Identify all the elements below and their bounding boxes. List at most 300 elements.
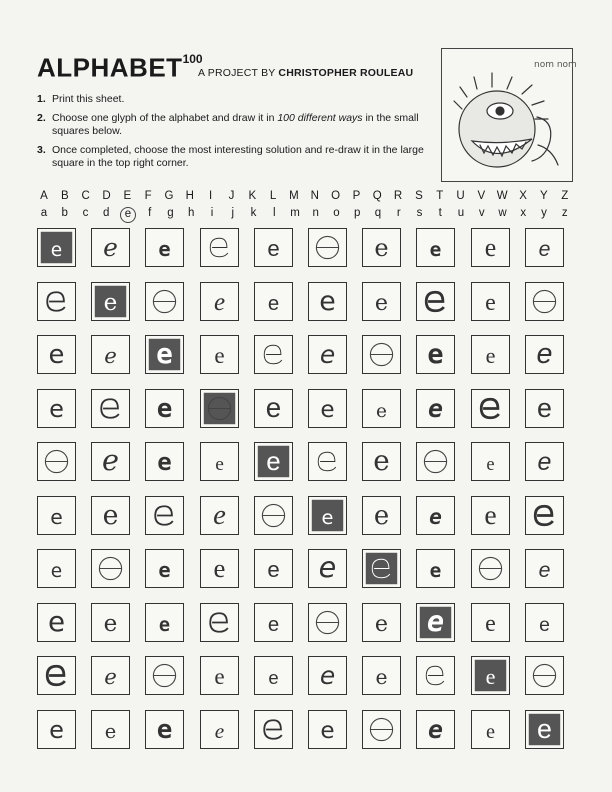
svg-text:e: e bbox=[50, 560, 63, 582]
svg-text:e: e bbox=[320, 717, 335, 744]
glyph-cell bbox=[37, 389, 76, 428]
glyph-drawing bbox=[417, 604, 454, 641]
glyph-cell bbox=[308, 603, 347, 642]
glyph-cell bbox=[37, 228, 76, 267]
uppercase-letter-r: R bbox=[393, 190, 403, 202]
svg-text:e: e bbox=[484, 610, 496, 637]
glyph-cell bbox=[37, 442, 76, 481]
glyph-cell bbox=[145, 603, 184, 642]
svg-text:e: e bbox=[373, 443, 390, 477]
instructions-list bbox=[37, 93, 439, 176]
svg-text:e: e bbox=[104, 343, 117, 369]
lowercase-alphabet-row bbox=[37, 207, 572, 223]
glyph-drawing bbox=[526, 336, 563, 373]
svg-text:e: e bbox=[213, 552, 226, 583]
svg-text:e: e bbox=[157, 714, 173, 745]
svg-text:e: e bbox=[430, 237, 442, 261]
glyph-drawing bbox=[38, 336, 75, 373]
glyph-drawing bbox=[92, 336, 129, 373]
glyph-drawing bbox=[92, 604, 129, 641]
glyph-cell bbox=[525, 496, 564, 535]
uppercase-letter-f: F bbox=[144, 190, 152, 202]
glyph-cell bbox=[471, 389, 510, 428]
glyph-cell bbox=[200, 389, 239, 428]
lowercase-letter-b: b bbox=[61, 207, 68, 219]
glyph-cell bbox=[525, 549, 564, 588]
lowercase-letter-q: q bbox=[374, 207, 382, 219]
glyph-drawing bbox=[201, 550, 238, 587]
uppercase-letter-a: A bbox=[40, 190, 48, 202]
glyph-cell bbox=[91, 603, 130, 642]
glyph-drawing bbox=[255, 711, 292, 748]
glyph-cell bbox=[362, 389, 401, 428]
glyph-cell bbox=[37, 335, 76, 374]
svg-text:e: e bbox=[213, 288, 225, 316]
uppercase-letter-s: S bbox=[415, 190, 423, 202]
glyph-cell bbox=[362, 228, 401, 267]
glyph-drawing bbox=[309, 604, 346, 641]
glyph-drawing bbox=[255, 604, 292, 641]
glyph-drawing bbox=[38, 443, 75, 480]
glyph-drawing bbox=[417, 711, 454, 748]
glyph-cell bbox=[471, 496, 510, 535]
glyph-drawing bbox=[472, 497, 509, 534]
uppercase-letter-m: M bbox=[289, 190, 299, 202]
glyph-cell bbox=[200, 228, 239, 267]
page-title bbox=[37, 50, 203, 81]
glyph-cell bbox=[91, 282, 130, 321]
glyph-cell bbox=[200, 335, 239, 374]
svg-text:e: e bbox=[103, 232, 119, 262]
glyph-cell bbox=[91, 710, 130, 749]
svg-text:e: e bbox=[267, 556, 280, 582]
glyph-cell bbox=[91, 442, 130, 481]
glyph-cell bbox=[145, 549, 184, 588]
glyph-drawing bbox=[417, 229, 454, 266]
glyph-cell bbox=[362, 496, 401, 535]
glyph-drawing bbox=[363, 657, 400, 694]
glyph-cell bbox=[254, 710, 293, 749]
glyph-drawing bbox=[255, 229, 292, 266]
glyph-cell bbox=[254, 496, 293, 535]
glyph-cell bbox=[525, 710, 564, 749]
glyph-cell bbox=[416, 335, 455, 374]
svg-text:e: e bbox=[103, 610, 118, 637]
lowercase-letter-y: y bbox=[541, 207, 547, 219]
glyph-cell bbox=[471, 710, 510, 749]
svg-text:e: e bbox=[102, 499, 119, 531]
glyph-drawing bbox=[526, 550, 563, 587]
glyph-cell bbox=[200, 656, 239, 695]
glyph-cell bbox=[471, 442, 510, 481]
glyph-cell bbox=[471, 335, 510, 374]
svg-text:e: e bbox=[214, 718, 224, 743]
glyph-drawing bbox=[255, 336, 292, 373]
glyph-cell bbox=[362, 442, 401, 481]
glyph-cell bbox=[471, 603, 510, 642]
glyph-drawing bbox=[363, 711, 400, 748]
glyph-drawing bbox=[146, 336, 183, 373]
glyph-cell bbox=[254, 656, 293, 695]
svg-text:e: e bbox=[484, 232, 496, 262]
glyph-cell bbox=[525, 603, 564, 642]
glyph-cell bbox=[254, 282, 293, 321]
svg-text:e: e bbox=[538, 236, 551, 261]
lowercase-letter-c: c bbox=[82, 207, 89, 219]
svg-text:e: e bbox=[159, 614, 171, 636]
lowercase-letter-e: e bbox=[120, 207, 136, 223]
glyph-cell bbox=[91, 228, 130, 267]
lowercase-letter-x: x bbox=[520, 207, 527, 219]
glyph-drawing bbox=[201, 229, 238, 266]
title-superscript: 100 bbox=[182, 52, 203, 66]
glyph-cell bbox=[91, 335, 130, 374]
lowercase-letter-m: m bbox=[290, 207, 300, 219]
uppercase-letter-k: K bbox=[248, 190, 257, 202]
svg-text:e: e bbox=[158, 236, 172, 261]
uppercase-letter-j: J bbox=[228, 190, 235, 202]
glyph-drawing bbox=[201, 657, 238, 694]
glyph-drawing bbox=[146, 229, 183, 266]
svg-text:e: e bbox=[376, 400, 388, 422]
glyph-drawing bbox=[526, 443, 563, 480]
uppercase-letter-u: U bbox=[456, 190, 465, 202]
glyph-drawing bbox=[92, 283, 129, 320]
glyph-cell bbox=[200, 496, 239, 535]
glyph-cell bbox=[37, 603, 76, 642]
svg-text:e: e bbox=[212, 498, 226, 531]
glyph-drawing bbox=[526, 229, 563, 266]
svg-text:e: e bbox=[268, 666, 279, 688]
glyph-drawing bbox=[363, 497, 400, 534]
glyph-drawing bbox=[363, 390, 400, 427]
glyph-drawing bbox=[92, 229, 129, 266]
glyph-cell bbox=[200, 282, 239, 321]
glyph-drawing bbox=[417, 283, 454, 320]
glyph-drawing bbox=[417, 336, 454, 373]
svg-text:e: e bbox=[157, 447, 173, 476]
glyph-drawing bbox=[38, 604, 75, 641]
svg-text:e: e bbox=[374, 500, 390, 531]
uppercase-letter-e: E bbox=[123, 190, 132, 202]
glyph-drawing bbox=[472, 657, 509, 694]
glyph-drawing bbox=[363, 229, 400, 266]
glyph-cell bbox=[471, 282, 510, 321]
glyph-drawing bbox=[255, 657, 292, 694]
svg-text:e: e bbox=[157, 393, 173, 424]
uppercase-letter-v: V bbox=[477, 190, 486, 202]
glyph-drawing bbox=[417, 443, 454, 480]
glyph-cell bbox=[308, 496, 347, 535]
glyph-cell bbox=[145, 710, 184, 749]
glyph-drawing bbox=[472, 443, 509, 480]
svg-text:e: e bbox=[156, 336, 174, 370]
lowercase-letter-i: i bbox=[210, 207, 214, 219]
lowercase-letter-j: j bbox=[231, 207, 235, 219]
svg-text:e: e bbox=[485, 663, 496, 689]
svg-text:e: e bbox=[428, 714, 444, 744]
svg-text:e: e bbox=[266, 447, 281, 476]
glyph-drawing bbox=[309, 229, 346, 266]
byline-prefix: A PROJECT BY bbox=[198, 67, 279, 79]
lowercase-letter-f: f bbox=[148, 207, 152, 219]
glyph-drawing bbox=[363, 604, 400, 641]
glyph-drawing bbox=[363, 550, 400, 587]
uppercase-letter-i: I bbox=[209, 190, 213, 202]
glyph-cell bbox=[525, 656, 564, 695]
uppercase-letter-n: N bbox=[310, 190, 319, 202]
glyph-cell bbox=[200, 549, 239, 588]
glyph-cell bbox=[37, 710, 76, 749]
svg-text:e: e bbox=[103, 289, 118, 316]
lowercase-letter-l: l bbox=[272, 207, 276, 219]
glyph-cell bbox=[416, 282, 455, 321]
uppercase-letter-o: O bbox=[331, 190, 341, 202]
instruction-item: 3. Once completed, choose the most interesting solution and re-draw it in the large square in the top right corner. bbox=[37, 144, 424, 169]
glyph-drawing bbox=[309, 657, 346, 694]
glyph-cell bbox=[200, 603, 239, 642]
glyph-drawing bbox=[255, 283, 292, 320]
glyph-cell bbox=[362, 710, 401, 749]
svg-text:e: e bbox=[427, 603, 445, 638]
glyph-cell bbox=[416, 603, 455, 642]
svg-text:e: e bbox=[265, 391, 282, 423]
svg-text:e: e bbox=[483, 499, 497, 531]
lowercase-letter-u: u bbox=[457, 207, 465, 219]
svg-text:e: e bbox=[214, 453, 224, 475]
glyph-cell bbox=[254, 442, 293, 481]
svg-text:e: e bbox=[320, 396, 335, 423]
glyph-cell bbox=[37, 656, 76, 695]
glyph-drawing bbox=[309, 550, 346, 587]
glyph-drawing bbox=[255, 550, 292, 587]
glyph-drawing bbox=[38, 283, 75, 320]
svg-text:e: e bbox=[50, 239, 63, 261]
glyph-drawing bbox=[38, 497, 75, 534]
glyph-drawing bbox=[201, 604, 238, 641]
glyph-cell bbox=[471, 228, 510, 267]
glyph-cell bbox=[471, 656, 510, 695]
lowercase-letter-a: a bbox=[40, 207, 48, 219]
glyph-drawing bbox=[201, 390, 238, 427]
glyph-drawing bbox=[526, 390, 563, 427]
glyph-cell bbox=[416, 389, 455, 428]
glyph-drawing bbox=[146, 657, 183, 694]
svg-text:e: e bbox=[319, 660, 336, 690]
glyph-cell bbox=[362, 335, 401, 374]
svg-text:e: e bbox=[538, 557, 551, 582]
lowercase-letter-k: k bbox=[250, 207, 257, 219]
glyph-cell bbox=[254, 335, 293, 374]
svg-text:e: e bbox=[47, 604, 66, 638]
glyph-drawing bbox=[201, 711, 238, 748]
svg-text:e: e bbox=[50, 504, 63, 529]
uppercase-letter-x: X bbox=[519, 190, 527, 202]
glyph-cell bbox=[416, 496, 455, 535]
glyph-cell bbox=[525, 389, 564, 428]
svg-text:e: e bbox=[104, 664, 117, 690]
uppercase-letter-g: G bbox=[164, 190, 174, 202]
glyph-cell bbox=[308, 389, 347, 428]
final-drawing-square bbox=[441, 48, 577, 182]
title-text: ALPHABET bbox=[37, 52, 183, 83]
glyph-drawing bbox=[472, 711, 509, 748]
glyph-drawing bbox=[92, 497, 129, 534]
monster-caption: nom nom bbox=[534, 60, 577, 70]
glyph-cell bbox=[362, 549, 401, 588]
svg-text:e: e bbox=[536, 392, 552, 423]
glyph-drawing bbox=[38, 711, 75, 748]
glyph-drawing bbox=[417, 390, 454, 427]
svg-text:e: e bbox=[213, 342, 225, 369]
glyph-drawing bbox=[417, 657, 454, 694]
glyph-cell bbox=[91, 549, 130, 588]
glyph-cell bbox=[200, 710, 239, 749]
glyph-cell bbox=[200, 442, 239, 481]
glyph-drawing bbox=[472, 283, 509, 320]
byline bbox=[198, 67, 413, 79]
glyph-cell bbox=[362, 603, 401, 642]
glyph-cell bbox=[416, 442, 455, 481]
glyph-drawing bbox=[526, 497, 563, 534]
svg-text:e: e bbox=[102, 442, 120, 477]
svg-text:e: e bbox=[537, 447, 552, 476]
glyph-drawing bbox=[526, 604, 563, 641]
glyph-drawing bbox=[309, 390, 346, 427]
glyph-drawing bbox=[38, 229, 75, 266]
lowercase-letter-d: d bbox=[103, 207, 110, 219]
glyph-cell bbox=[145, 335, 184, 374]
glyph-drawing bbox=[201, 497, 238, 534]
glyph-cell bbox=[254, 389, 293, 428]
glyph-drawing bbox=[526, 283, 563, 320]
lowercase-letter-s: s bbox=[416, 207, 423, 219]
svg-text:e: e bbox=[485, 342, 496, 368]
glyph-drawing bbox=[526, 711, 563, 748]
svg-text:e: e bbox=[319, 339, 336, 369]
glyph-grid bbox=[37, 228, 572, 758]
glyph-drawing bbox=[309, 497, 346, 534]
svg-text:e: e bbox=[49, 394, 64, 423]
glyph-drawing bbox=[92, 550, 129, 587]
glyph-drawing bbox=[363, 336, 400, 373]
glyph-cell bbox=[525, 228, 564, 267]
glyph-cell bbox=[254, 603, 293, 642]
glyph-cell bbox=[308, 710, 347, 749]
glyph-drawing bbox=[255, 497, 292, 534]
svg-text:e: e bbox=[485, 454, 495, 475]
uppercase-letter-w: W bbox=[496, 190, 508, 202]
glyph-drawing bbox=[146, 711, 183, 748]
glyph-cell bbox=[362, 656, 401, 695]
glyph-cell bbox=[308, 442, 347, 481]
glyph-drawing bbox=[255, 443, 292, 480]
glyph-cell bbox=[308, 549, 347, 588]
uppercase-letter-q: Q bbox=[372, 190, 382, 202]
glyph-cell bbox=[145, 228, 184, 267]
glyph-cell bbox=[525, 282, 564, 321]
lowercase-letter-p: p bbox=[354, 207, 361, 219]
lowercase-letter-n: n bbox=[312, 207, 319, 219]
glyph-cell bbox=[91, 656, 130, 695]
svg-text:e: e bbox=[484, 289, 496, 316]
glyph-cell bbox=[37, 496, 76, 535]
svg-text:e: e bbox=[318, 549, 337, 584]
lowercase-letter-g: g bbox=[167, 207, 174, 219]
svg-text:e: e bbox=[374, 233, 389, 262]
uppercase-letter-l: L bbox=[269, 190, 277, 202]
glyph-drawing bbox=[417, 550, 454, 587]
lowercase-letter-v: v bbox=[478, 207, 485, 219]
svg-text:e: e bbox=[428, 393, 444, 423]
glyph-drawing bbox=[92, 711, 129, 748]
glyph-drawing bbox=[146, 550, 183, 587]
glyph-drawing bbox=[363, 283, 400, 320]
glyph-cell bbox=[145, 282, 184, 321]
svg-text:e: e bbox=[104, 719, 117, 743]
glyph-cell bbox=[254, 549, 293, 588]
uppercase-letter-h: H bbox=[185, 190, 194, 202]
glyph-drawing bbox=[92, 657, 129, 694]
lowercase-letter-o: o bbox=[333, 207, 340, 219]
glyph-drawing bbox=[38, 550, 75, 587]
byline-author: CHRISTOPHER ROULEAU bbox=[278, 67, 414, 79]
instruction-item: 2. Choose one glyph of the alphabet and draw it in 100 different ways in the small squares below. bbox=[37, 112, 419, 137]
glyph-drawing bbox=[472, 550, 509, 587]
glyph-cell bbox=[416, 228, 455, 267]
glyph-drawing bbox=[472, 604, 509, 641]
glyph-cell bbox=[308, 656, 347, 695]
glyph-drawing bbox=[309, 283, 346, 320]
glyph-cell bbox=[145, 442, 184, 481]
lowercase-letter-r: r bbox=[396, 207, 401, 219]
glyph-drawing bbox=[201, 283, 238, 320]
svg-text:e: e bbox=[536, 713, 552, 744]
svg-text:e: e bbox=[267, 292, 279, 315]
glyph-cell bbox=[416, 656, 455, 695]
uppercase-letter-c: C bbox=[81, 190, 90, 202]
lowercase-letter-z: z bbox=[561, 207, 568, 219]
svg-text:e: e bbox=[49, 715, 64, 744]
svg-text:e: e bbox=[536, 337, 553, 370]
glyph-cell bbox=[416, 549, 455, 588]
glyph-drawing bbox=[255, 390, 292, 427]
glyph-drawing bbox=[146, 604, 183, 641]
svg-text:e: e bbox=[485, 720, 495, 743]
glyph-cell bbox=[91, 496, 130, 535]
svg-text:e: e bbox=[48, 339, 65, 370]
uppercase-letter-b: B bbox=[60, 190, 69, 202]
svg-text:e: e bbox=[375, 289, 389, 316]
glyph-cell bbox=[308, 282, 347, 321]
glyph-drawing bbox=[146, 390, 183, 427]
glyph-cell bbox=[525, 335, 564, 374]
glyph-drawing bbox=[472, 336, 509, 373]
svg-text:e: e bbox=[321, 505, 334, 529]
svg-text:e: e bbox=[267, 235, 280, 261]
uppercase-letter-z: Z bbox=[561, 190, 569, 202]
glyph-drawing bbox=[526, 657, 563, 694]
glyph-cell bbox=[308, 335, 347, 374]
glyph-drawing bbox=[472, 390, 509, 427]
glyph-drawing bbox=[38, 390, 75, 427]
uppercase-letter-d: D bbox=[102, 190, 111, 202]
lowercase-letter-h: h bbox=[188, 207, 195, 219]
lowercase-letter-t: t bbox=[438, 207, 442, 219]
glyph-drawing bbox=[201, 336, 238, 373]
svg-text:e: e bbox=[430, 558, 442, 582]
glyph-drawing bbox=[146, 443, 183, 480]
